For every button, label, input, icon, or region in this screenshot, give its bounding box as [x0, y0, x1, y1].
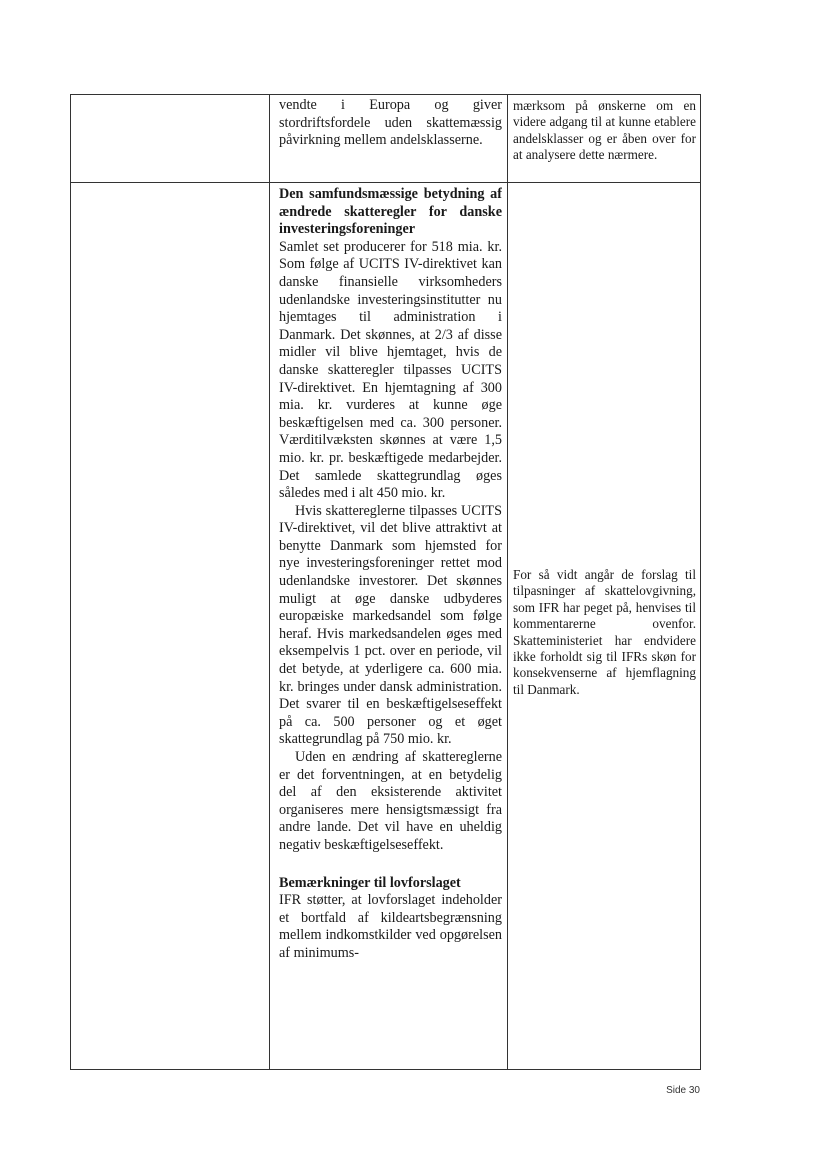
section-heading-bemaerkninger: Bemærkninger til lovforslaget	[279, 874, 461, 891]
paragraph-ifr: IFR støtter, at lovforslaget indeholder et bortfald af kildeartsbegrænsning mellem indkomstkilder ved opgørelsen af minimums-	[279, 892, 502, 961]
column-divider-1	[269, 95, 270, 1069]
comment-table	[70, 94, 701, 1070]
row2-col3-text: For så vidt angår de forslag til tilpasninger af skattelovgivning, som IFR har peget på, henvises til kommentarerne ovenfor. Skatteministeriet har endvidere ikke forholdt sig til IFRs skøn for konsekvenserne af hjemflagning til Danmark.	[513, 567, 696, 697]
paragraph-hvis: Hvis skattereglerne tilpasses UCITS IV-direktivet, vil det blive attraktivt at benytte Danmark som hjemsted for nye investeringsforeninger rettet mod udenlandske investorer. Det skønnes muligt at øge danske udbyderes europæiske markedsandel som følge heraf. Hvis markedsandelen øges med eksempelvis 1 pct. over en periode, vil det betyde, at yderligere ca. 600 mia. kr. bringes under dansk administration. Det svarer til en beskæftigelseseffekt på ca. 500 personer og et øget skattegrundlag på 750 mio. kr.	[279, 502, 502, 748]
row1-col2-text: vendte i Europa og giver stordriftsfordele uden skattemæssig påvirkning mellem andelsklasserne.	[279, 97, 502, 149]
row1-col3-text: mærksom på ønskerne om en videre adgang til at kunne etablere andelsklasser og er åben over for at analysere dette nærmere.	[513, 98, 696, 163]
column-divider-2	[507, 95, 508, 1069]
page-number: Side 30	[666, 1085, 700, 1096]
paragraph-uden: Uden en ændring af skattereglerne er det forventningen, at en betydelig del af den eksisterende aktivitet organiseres mere hensigtsmæssigt fra andre lande. Det vil have en uheldig negativ beskæftigelseseffekt.	[279, 749, 502, 853]
row-divider	[71, 182, 700, 183]
section-heading-samfund: Den samfundsmæssige betydning af ændrede skatteregler for danske investeringsforeninger	[279, 186, 502, 238]
paragraph-samlet: Samlet set producerer for 518 mia. kr. Som følge af UCITS IV-direktivet kan danske finansielle virksomheders udenlandske investeringsinstitutter nu hjemtages til administration i Danmark. Det skønnes, at 2/3 af disse midler vil blive hjemtaget, hvis de danske skatteregler tilpasses UCITS IV-direktivet. En hjemtagning af 300 mia. kr. vurderes at kunne øge beskæftigelsen med ca. 300 personer. Værditilvæksten skønnes at være 1,5 mio. kr. pr. beskæftigede medarbejder. Det samlede skattegrundlag øges således med i alt 450 mio. kr.	[279, 238, 502, 502]
row2-col2-text	[279, 186, 502, 1068]
